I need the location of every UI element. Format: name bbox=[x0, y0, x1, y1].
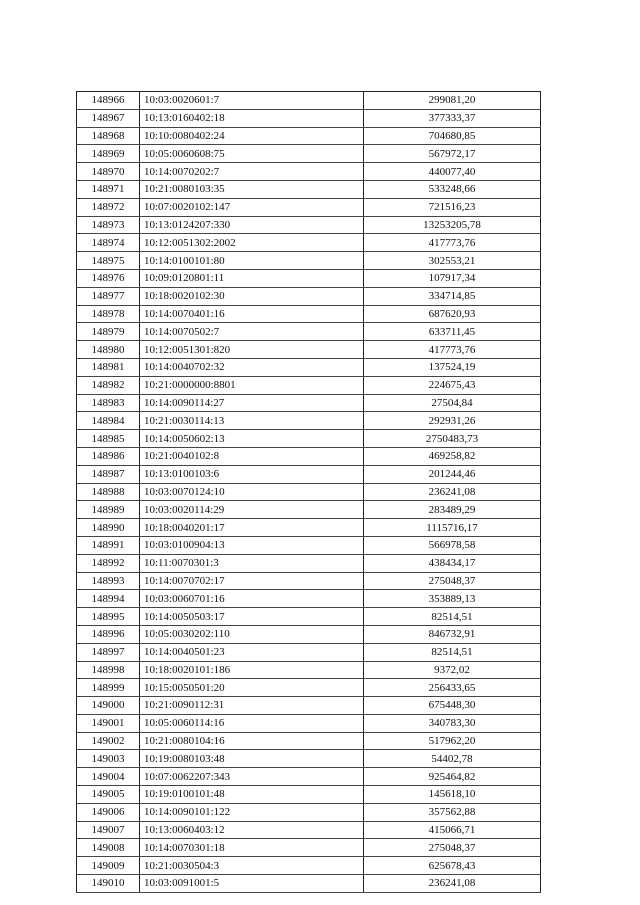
cadastral-number-cell: 10:14:0040702:32 bbox=[140, 358, 364, 376]
amount-cell: 415066,71 bbox=[364, 821, 541, 839]
table-row bbox=[77, 216, 541, 234]
table-row bbox=[77, 697, 541, 715]
amount-cell: 137524,19 bbox=[364, 358, 541, 376]
cadastral-number-cell: 10:14:0070502:7 bbox=[140, 323, 364, 341]
row-number-cell: 148998 bbox=[77, 661, 140, 679]
table-row bbox=[77, 750, 541, 768]
table-row bbox=[77, 643, 541, 661]
table-row bbox=[77, 376, 541, 394]
row-number-cell: 148979 bbox=[77, 323, 140, 341]
row-number-cell: 148976 bbox=[77, 269, 140, 287]
table-row bbox=[77, 732, 541, 750]
row-number-cell: 149008 bbox=[77, 839, 140, 857]
table-row bbox=[77, 661, 541, 679]
amount-cell: 236241,08 bbox=[364, 875, 541, 893]
amount-cell: 275048,37 bbox=[364, 572, 541, 590]
row-number-cell: 148970 bbox=[77, 163, 140, 181]
amount-cell: 283489,29 bbox=[364, 501, 541, 519]
amount-cell: 687620,93 bbox=[364, 305, 541, 323]
row-number-cell: 148969 bbox=[77, 145, 140, 163]
cadastral-number-cell: 10:21:0090112:31 bbox=[140, 697, 364, 715]
table-row bbox=[77, 412, 541, 430]
amount-cell: 224675,43 bbox=[364, 376, 541, 394]
cadastral-number-cell: 10:14:0050602:13 bbox=[140, 430, 364, 448]
cadastral-number-cell: 10:03:0070124:10 bbox=[140, 483, 364, 501]
row-number-cell: 148996 bbox=[77, 625, 140, 643]
cadastral-number-cell: 10:14:0100101:80 bbox=[140, 252, 364, 270]
cadastral-number-cell: 10:21:0030114:13 bbox=[140, 412, 364, 430]
table-row bbox=[77, 287, 541, 305]
amount-cell: 721516,23 bbox=[364, 198, 541, 216]
cadastral-number-cell: 10:03:0100904:13 bbox=[140, 536, 364, 554]
cadastral-number-cell: 10:14:0090114:27 bbox=[140, 394, 364, 412]
row-number-cell: 149001 bbox=[77, 714, 140, 732]
amount-cell: 417773,76 bbox=[364, 341, 541, 359]
table-row bbox=[77, 447, 541, 465]
row-number-cell: 148980 bbox=[77, 341, 140, 359]
row-number-cell: 148990 bbox=[77, 519, 140, 537]
table-row bbox=[77, 305, 541, 323]
cadastral-number-cell: 10:12:0051302:2002 bbox=[140, 234, 364, 252]
row-number-cell: 148985 bbox=[77, 430, 140, 448]
cadastral-number-cell: 10:21:0080104:16 bbox=[140, 732, 364, 750]
table-row bbox=[77, 341, 541, 359]
amount-cell: 1115716,17 bbox=[364, 519, 541, 537]
row-number-cell: 148973 bbox=[77, 216, 140, 234]
cadastral-number-cell: 10:21:0080103:35 bbox=[140, 180, 364, 198]
table-row bbox=[77, 679, 541, 697]
amount-cell: 107917,34 bbox=[364, 269, 541, 287]
cadastral-number-cell: 10:14:0070702:17 bbox=[140, 572, 364, 590]
cadastral-number-cell: 10:21:0000000:8801 bbox=[140, 376, 364, 394]
table-row bbox=[77, 857, 541, 875]
row-number-cell: 148978 bbox=[77, 305, 140, 323]
amount-cell: 469258,82 bbox=[364, 447, 541, 465]
row-number-cell: 148992 bbox=[77, 554, 140, 572]
amount-cell: 340783,30 bbox=[364, 714, 541, 732]
cadastral-number-cell: 10:13:0124207:330 bbox=[140, 216, 364, 234]
row-number-cell: 148977 bbox=[77, 287, 140, 305]
table-row bbox=[77, 92, 541, 110]
row-number-cell: 148993 bbox=[77, 572, 140, 590]
table-row bbox=[77, 234, 541, 252]
amount-cell: 417773,76 bbox=[364, 234, 541, 252]
amount-cell: 353889,13 bbox=[364, 590, 541, 608]
table-row bbox=[77, 252, 541, 270]
amount-cell: 292931,26 bbox=[364, 412, 541, 430]
cadastral-number-cell: 10:09:0120801:11 bbox=[140, 269, 364, 287]
cadastral-number-cell: 10:14:0090101:122 bbox=[140, 803, 364, 821]
table-row bbox=[77, 572, 541, 590]
cadastral-number-cell: 10:05:0060608:75 bbox=[140, 145, 364, 163]
cadastral-number-cell: 10:18:0020102:30 bbox=[140, 287, 364, 305]
table-row bbox=[77, 430, 541, 448]
cadastral-number-cell: 10:18:0020101:186 bbox=[140, 661, 364, 679]
amount-cell: 275048,37 bbox=[364, 839, 541, 857]
amount-cell: 675448,30 bbox=[364, 697, 541, 715]
table-row bbox=[77, 269, 541, 287]
row-number-cell: 148967 bbox=[77, 109, 140, 127]
table-row bbox=[77, 501, 541, 519]
amount-cell: 82514,51 bbox=[364, 608, 541, 626]
row-number-cell: 149006 bbox=[77, 803, 140, 821]
table-row bbox=[77, 803, 541, 821]
amount-cell: 299081,20 bbox=[364, 92, 541, 110]
cadastral-number-cell: 10:03:0020114:29 bbox=[140, 501, 364, 519]
table-row bbox=[77, 554, 541, 572]
table-row bbox=[77, 875, 541, 893]
row-number-cell: 149010 bbox=[77, 875, 140, 893]
cadastral-number-cell: 10:05:0060114:16 bbox=[140, 714, 364, 732]
row-number-cell: 148997 bbox=[77, 643, 140, 661]
table-row bbox=[77, 465, 541, 483]
amount-cell: 377333,37 bbox=[364, 109, 541, 127]
row-number-cell: 148989 bbox=[77, 501, 140, 519]
row-number-cell: 148971 bbox=[77, 180, 140, 198]
row-number-cell: 148988 bbox=[77, 483, 140, 501]
data-table bbox=[76, 91, 541, 893]
row-number-cell: 149007 bbox=[77, 821, 140, 839]
table-row bbox=[77, 198, 541, 216]
amount-cell: 533248,66 bbox=[364, 180, 541, 198]
row-number-cell: 148987 bbox=[77, 465, 140, 483]
row-number-cell: 148983 bbox=[77, 394, 140, 412]
cadastral-number-cell: 10:13:0160402:18 bbox=[140, 109, 364, 127]
amount-cell: 438434,17 bbox=[364, 554, 541, 572]
amount-cell: 625678,43 bbox=[364, 857, 541, 875]
cadastral-number-cell: 10:07:0062207:343 bbox=[140, 768, 364, 786]
row-number-cell: 148994 bbox=[77, 590, 140, 608]
table-row bbox=[77, 519, 541, 537]
row-number-cell: 148974 bbox=[77, 234, 140, 252]
row-number-cell: 148975 bbox=[77, 252, 140, 270]
amount-cell: 2750483,73 bbox=[364, 430, 541, 448]
table-row bbox=[77, 323, 541, 341]
row-number-cell: 149000 bbox=[77, 697, 140, 715]
amount-cell: 357562,88 bbox=[364, 803, 541, 821]
amount-cell: 704680,85 bbox=[364, 127, 541, 145]
amount-cell: 566978,58 bbox=[364, 536, 541, 554]
cadastral-number-cell: 10:13:0100103:6 bbox=[140, 465, 364, 483]
row-number-cell: 149002 bbox=[77, 732, 140, 750]
row-number-cell: 149005 bbox=[77, 786, 140, 804]
table-row bbox=[77, 625, 541, 643]
cadastral-number-cell: 10:05:0030202:110 bbox=[140, 625, 364, 643]
table-row bbox=[77, 821, 541, 839]
row-number-cell: 148991 bbox=[77, 536, 140, 554]
amount-cell: 54402,78 bbox=[364, 750, 541, 768]
amount-cell: 13253205,78 bbox=[364, 216, 541, 234]
table-row bbox=[77, 180, 541, 198]
amount-cell: 440077,40 bbox=[364, 163, 541, 181]
table-row bbox=[77, 163, 541, 181]
amount-cell: 517962,20 bbox=[364, 732, 541, 750]
row-number-cell: 149009 bbox=[77, 857, 140, 875]
cadastral-number-cell: 10:03:0060701:16 bbox=[140, 590, 364, 608]
table-row bbox=[77, 394, 541, 412]
table-row bbox=[77, 590, 541, 608]
table-row bbox=[77, 358, 541, 376]
cadastral-number-cell: 10:19:0080103:48 bbox=[140, 750, 364, 768]
cadastral-number-cell: 10:12:0051301:820 bbox=[140, 341, 364, 359]
cadastral-number-cell: 10:03:0091001:5 bbox=[140, 875, 364, 893]
amount-cell: 633711,45 bbox=[364, 323, 541, 341]
cadastral-number-cell: 10:10:0080402:24 bbox=[140, 127, 364, 145]
amount-cell: 9372,02 bbox=[364, 661, 541, 679]
cadastral-number-cell: 10:18:0040201:17 bbox=[140, 519, 364, 537]
amount-cell: 302553,21 bbox=[364, 252, 541, 270]
table-row bbox=[77, 127, 541, 145]
table-row bbox=[77, 768, 541, 786]
row-number-cell: 149004 bbox=[77, 768, 140, 786]
row-number-cell: 148999 bbox=[77, 679, 140, 697]
amount-cell: 145618,10 bbox=[364, 786, 541, 804]
cadastral-number-cell: 10:14:0070301:18 bbox=[140, 839, 364, 857]
table-row bbox=[77, 536, 541, 554]
amount-cell: 334714,85 bbox=[364, 287, 541, 305]
row-number-cell: 148972 bbox=[77, 198, 140, 216]
cadastral-number-cell: 10:03:0020601:7 bbox=[140, 92, 364, 110]
table-row bbox=[77, 839, 541, 857]
row-number-cell: 148986 bbox=[77, 447, 140, 465]
row-number-cell: 149003 bbox=[77, 750, 140, 768]
row-number-cell: 148995 bbox=[77, 608, 140, 626]
table-body bbox=[77, 92, 541, 893]
cadastral-number-cell: 10:14:0040501:23 bbox=[140, 643, 364, 661]
row-number-cell: 148981 bbox=[77, 358, 140, 376]
cadastral-number-cell: 10:19:0100101:48 bbox=[140, 786, 364, 804]
row-number-cell: 148968 bbox=[77, 127, 140, 145]
amount-cell: 925464,82 bbox=[364, 768, 541, 786]
table-row bbox=[77, 109, 541, 127]
cadastral-number-cell: 10:11:0070301:3 bbox=[140, 554, 364, 572]
amount-cell: 236241,08 bbox=[364, 483, 541, 501]
amount-cell: 27504,84 bbox=[364, 394, 541, 412]
cadastral-number-cell: 10:13:0060403:12 bbox=[140, 821, 364, 839]
row-number-cell: 148982 bbox=[77, 376, 140, 394]
table-row bbox=[77, 483, 541, 501]
table-row bbox=[77, 608, 541, 626]
amount-cell: 567972,17 bbox=[364, 145, 541, 163]
row-number-cell: 148984 bbox=[77, 412, 140, 430]
amount-cell: 256433,65 bbox=[364, 679, 541, 697]
table-row bbox=[77, 714, 541, 732]
amount-cell: 82514,51 bbox=[364, 643, 541, 661]
table-row bbox=[77, 145, 541, 163]
cadastral-number-cell: 10:21:0030504:3 bbox=[140, 857, 364, 875]
cadastral-number-cell: 10:15:0050501:20 bbox=[140, 679, 364, 697]
row-number-cell: 148966 bbox=[77, 92, 140, 110]
amount-cell: 201244,46 bbox=[364, 465, 541, 483]
cadastral-number-cell: 10:14:0070401:16 bbox=[140, 305, 364, 323]
amount-cell: 846732,91 bbox=[364, 625, 541, 643]
cadastral-number-cell: 10:21:0040102:8 bbox=[140, 447, 364, 465]
cadastral-number-cell: 10:14:0050503:17 bbox=[140, 608, 364, 626]
table-row bbox=[77, 786, 541, 804]
cadastral-number-cell: 10:07:0020102:147 bbox=[140, 198, 364, 216]
cadastral-number-cell: 10:14:0070202:7 bbox=[140, 163, 364, 181]
